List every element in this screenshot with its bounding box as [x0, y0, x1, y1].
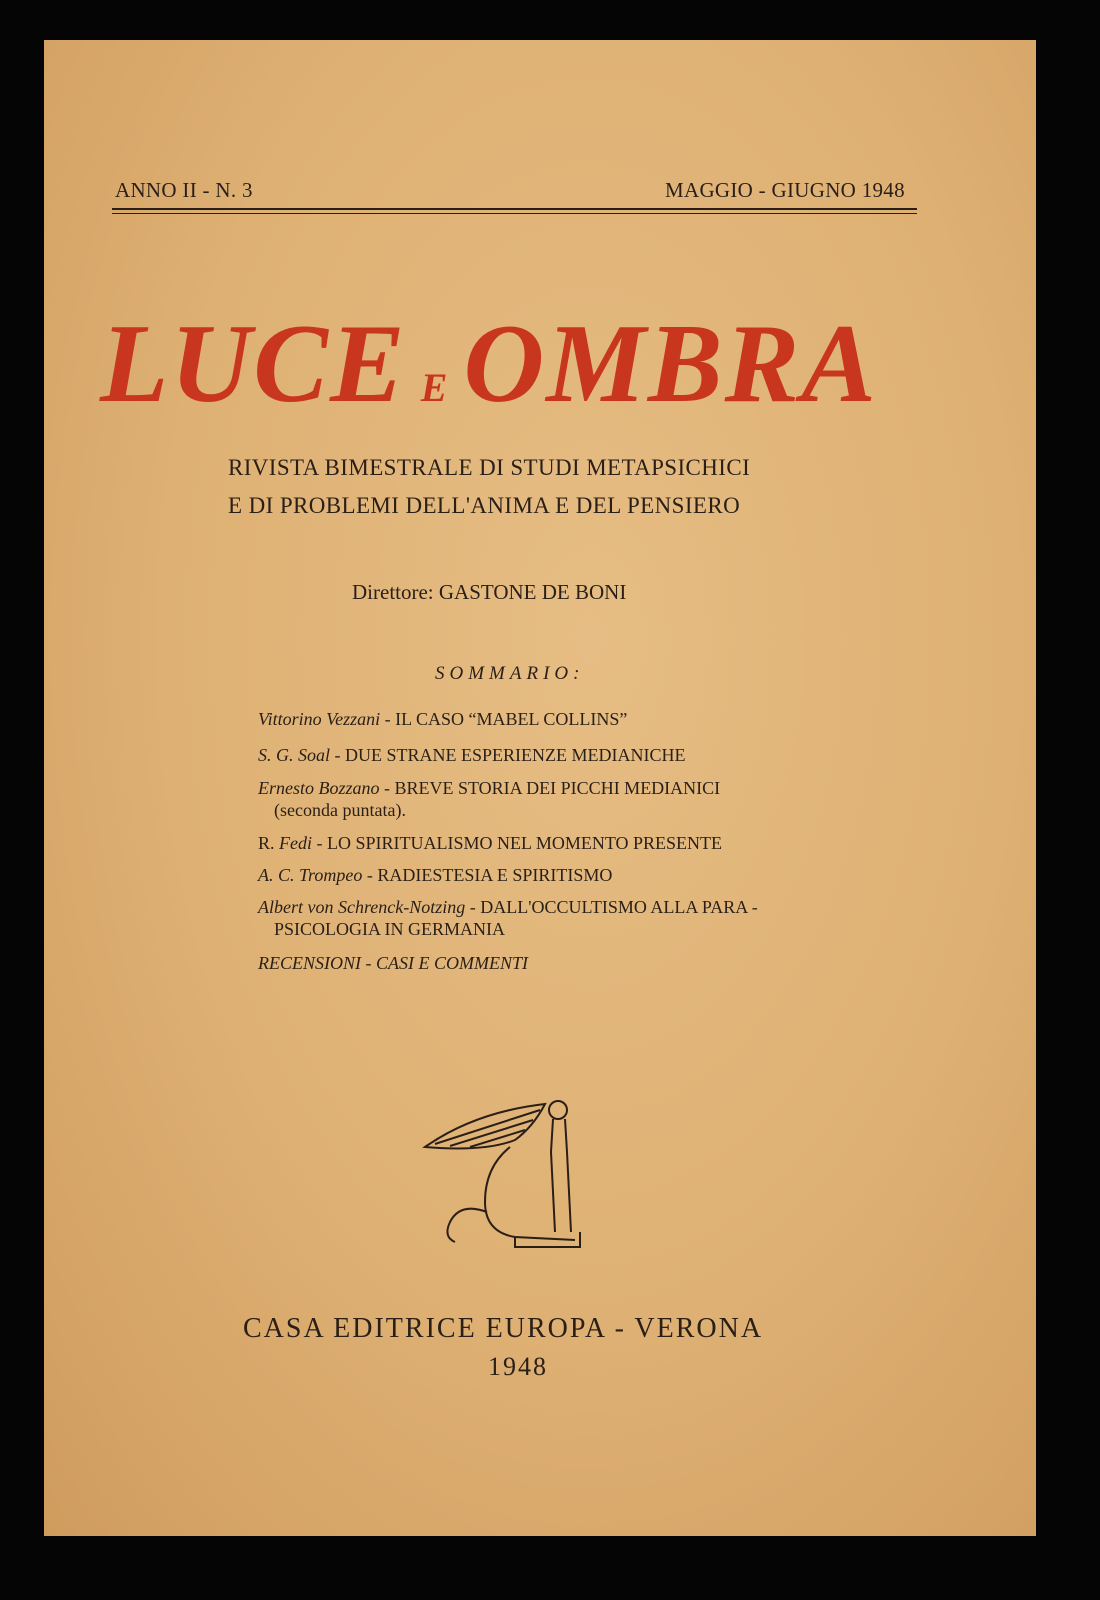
entry-author: Albert von Schrenck-Notzing — [258, 897, 466, 917]
entry-separator: - — [465, 897, 481, 917]
issue-date: MAGGIO - GIUGNO 1948 — [665, 178, 905, 202]
entry-separator: - — [361, 953, 376, 973]
entry-title: DUE STRANE ESPERIENZE MEDIANICHE — [345, 745, 686, 765]
title-word-ombra: OMBRA — [463, 302, 878, 426]
contents-entry — [258, 745, 685, 766]
director-name: GASTONE DE BONI — [438, 580, 627, 604]
title-conjunction: E — [420, 365, 450, 410]
entry-title: RADIESTESIA E SPIRITISMO — [377, 865, 613, 885]
header-rule — [112, 208, 917, 210]
contents-entry — [258, 709, 627, 730]
contents-entry — [258, 897, 758, 918]
entry-author: Vittorino Vezzani — [258, 709, 381, 729]
contents-heading: SOMMARIO: — [435, 663, 585, 684]
entry-separator: - — [312, 833, 328, 853]
magazine-title — [100, 300, 878, 429]
entry-prefix: R. — [258, 833, 280, 853]
entry-separator: - — [362, 865, 378, 885]
director — [352, 580, 626, 605]
entry-title: BREVE STORIA DEI PICCHI MEDIANICI — [394, 778, 721, 798]
publication-year: 1948 — [488, 1352, 548, 1381]
entry-author: Fedi — [279, 833, 313, 853]
issue-number: ANNO II - N. 3 — [115, 178, 253, 202]
entry-author: A. C. Trompeo — [258, 865, 363, 885]
entry-author: Ernesto Bozzano — [258, 778, 380, 798]
director-label: Direttore: — [352, 580, 434, 604]
entry-separator: - — [380, 709, 396, 729]
winged-sphinx-emblem — [415, 1092, 595, 1258]
contents-entry — [258, 778, 720, 799]
contents-entry — [258, 865, 612, 886]
header-rule-thin — [112, 213, 917, 214]
subtitle-line-2: E DI PROBLEMI DELL'ANIMA E DEL PENSIERO — [228, 493, 741, 518]
entry-continuation: PSICOLOGIA IN GERMANIA — [274, 919, 506, 939]
entry-continuation: (seconda puntata). — [274, 800, 406, 820]
entry-title: CASI E COMMENTI — [376, 953, 528, 973]
contents-entry — [258, 953, 528, 974]
publisher-name: CASA EDITRICE EUROPA - VERONA — [243, 1313, 764, 1344]
entry-separator: - — [330, 745, 345, 765]
entry-separator: - — [379, 778, 395, 798]
title-word-luce: LUCE — [100, 302, 407, 426]
entry-title: IL CASO “MABEL COLLINS” — [395, 709, 628, 729]
entry-author: RECENSIONI — [258, 953, 361, 973]
subtitle-line-1: RIVISTA BIMESTRALE DI STUDI METAPSICHICI — [228, 455, 751, 480]
contents-entry — [258, 833, 722, 854]
entry-author: S. G. Soal — [258, 745, 330, 765]
entry-title: DALL'OCCULTISMO ALLA PARA - — [480, 897, 758, 917]
entry-title: LO SPIRITUALISMO NEL MOMENTO PRESENTE — [327, 833, 723, 853]
